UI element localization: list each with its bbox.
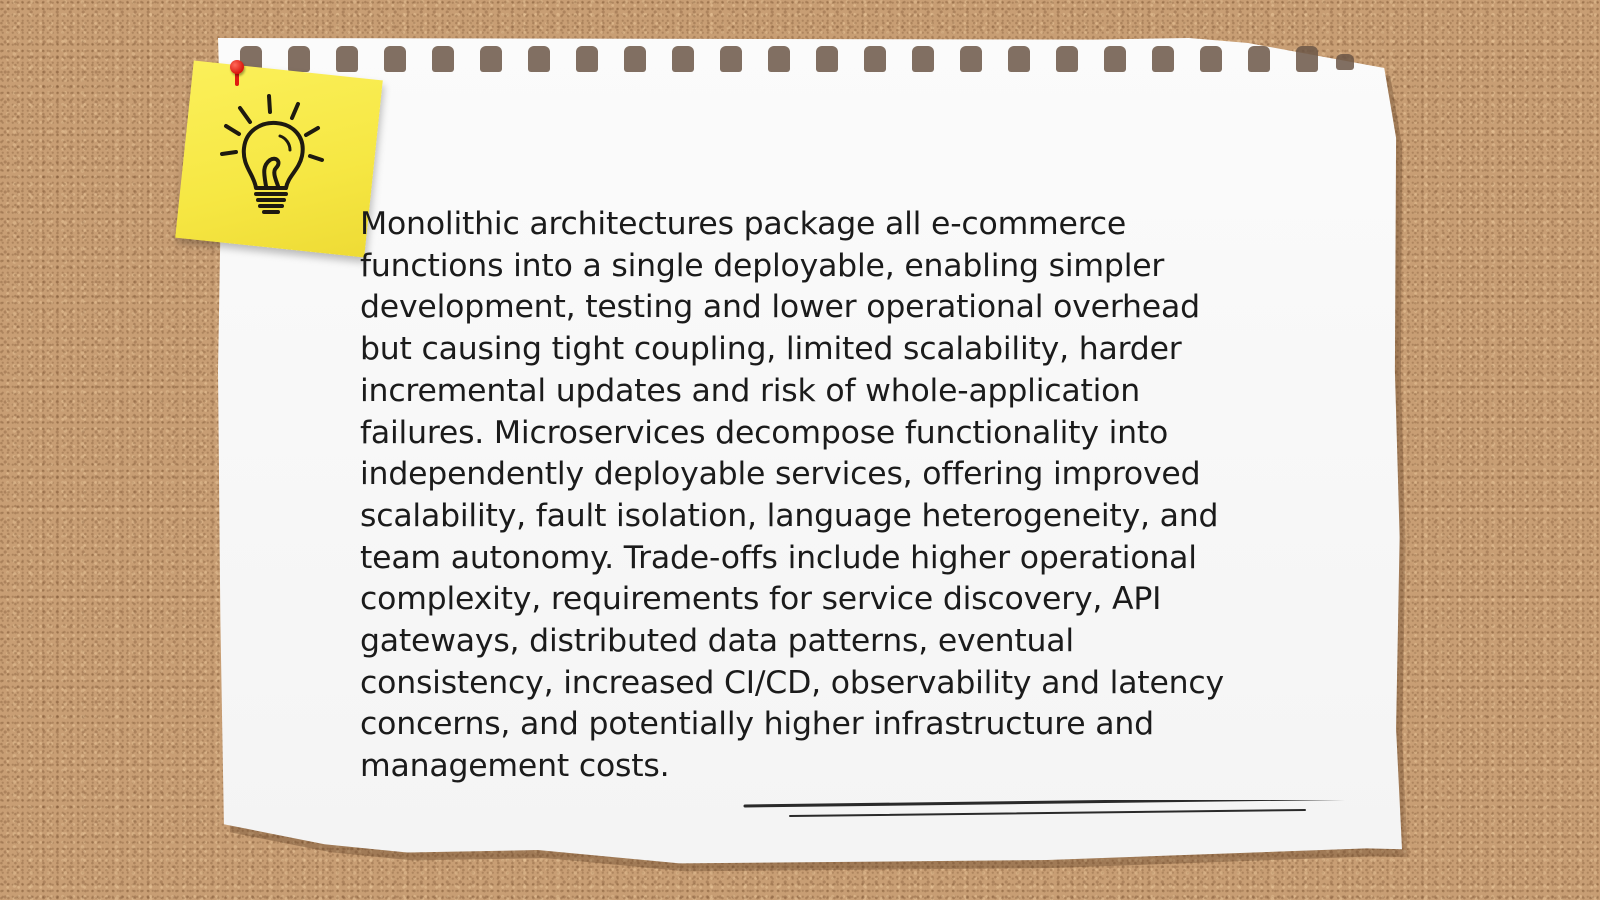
spiral-hole <box>1200 46 1222 72</box>
spiral-hole <box>1152 46 1174 72</box>
spiral-hole <box>528 46 550 72</box>
spiral-hole <box>432 46 454 72</box>
spiral-hole <box>672 46 694 72</box>
spiral-hole <box>864 46 886 72</box>
spiral-hole <box>288 46 310 72</box>
pen-strokes <box>740 800 1390 830</box>
spiral-hole <box>1056 46 1078 72</box>
lightbulb-icon <box>214 90 344 230</box>
spiral-hole <box>480 46 502 72</box>
spiral-hole <box>1008 46 1030 72</box>
note-body-text: Monolithic architectures package all e-commerce functions into a single deployable, enabling simpler development, testing and lower operational overhead but causing tight coupling, limited scalability, harder incremental updates and risk of whole-application failures. Microservices decompose functionality into independently deployable services, offering improved scalability, fault isolation, language heterogeneity, and team autonomy. Trade-offs include higher operational complexity, requirements for service discovery, API gateways, distributed data patterns, eventual consistency, increased CI/CD, observability and latency concerns, and potentially higher infrastructure and management costs. <box>360 206 1224 785</box>
spiral-hole <box>384 46 406 72</box>
spiral-hole <box>1296 46 1318 72</box>
spiral-hole <box>1248 46 1270 72</box>
spiral-hole <box>1104 46 1126 72</box>
spiral-hole <box>624 46 646 72</box>
spiral-holes <box>240 46 1360 74</box>
spiral-hole <box>336 46 358 72</box>
spiral-hole <box>720 46 742 72</box>
spiral-hole <box>960 46 982 72</box>
pushpin-icon <box>230 60 244 74</box>
spiral-hole <box>1336 54 1354 70</box>
spiral-hole <box>912 46 934 72</box>
spiral-hole <box>816 46 838 72</box>
spiral-hole <box>576 46 598 72</box>
spiral-hole <box>768 46 790 72</box>
